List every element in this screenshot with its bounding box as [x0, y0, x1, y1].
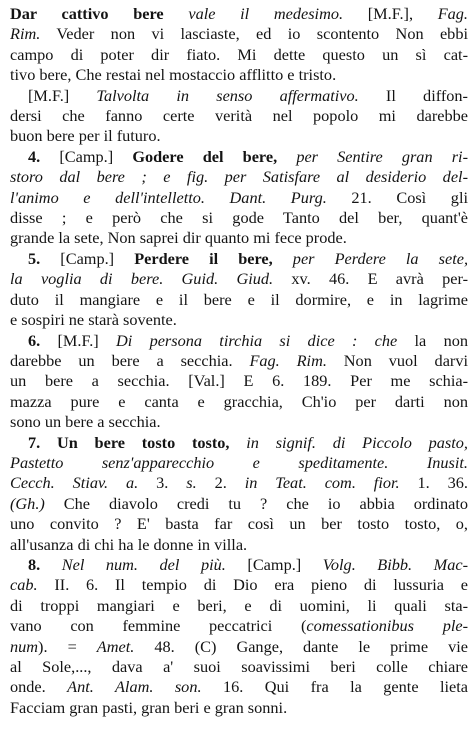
body-text: [M.F.]	[57, 330, 116, 350]
body-text: al Sole,..., dava a' suoi soavissimi beri colle chiare	[10, 657, 468, 676]
body-text: un bere a secchia. [Val.] E 6. 189. Per me schia-	[10, 371, 468, 391]
text-line	[10, 616, 468, 636]
text-line	[10, 657, 468, 677]
body-text: 1. 36.	[399, 473, 468, 493]
body-text: tivo bere, Che restai nel mostaccio afflitto e tristo.	[10, 65, 337, 85]
text-line	[10, 535, 468, 555]
text-line	[10, 24, 468, 44]
italic-text: Amet.	[96, 636, 135, 656]
body-text: onde.	[10, 677, 68, 697]
text-line	[10, 290, 468, 310]
body-text: [Camp.]	[59, 146, 133, 166]
body-text: xv. 46. E avrà per-	[273, 269, 468, 289]
body-text: la non	[397, 330, 468, 350]
italic-text: Cecch. Stiav. a.	[10, 473, 139, 493]
text-line	[10, 412, 468, 432]
italic-text: Nel num. del più.	[61, 554, 226, 574]
italic-text: Ant. Alam. son.	[67, 677, 202, 697]
text-line	[10, 494, 468, 514]
text-line	[10, 228, 468, 248]
body-text: uno convito ? E' basta far così un ber tosto tosto, o,	[10, 514, 468, 534]
text-line	[10, 86, 468, 106]
text-line	[10, 371, 468, 391]
body-text: Facciam gran pasti, gran beri e gran sonni.	[10, 697, 288, 717]
italic-text: num	[10, 636, 39, 656]
italic-text: in Teat. com. fior.	[244, 473, 400, 493]
body-text: di troppi mangiari e beri, e di uomini, li quali sta-	[10, 595, 468, 615]
entry-heading: Godere del bere,	[132, 146, 278, 166]
text-line	[10, 269, 468, 289]
body-text: grande la sete, Non saprei dir quanto mi fece prode.	[10, 228, 347, 248]
italic-text: Fag. Rim.	[249, 350, 327, 370]
entry-heading: 7. Un bere tosto tosto,	[28, 432, 230, 452]
body-text: Che diavolo credi tu ? che io abbia ordinato	[44, 493, 468, 513]
text-line	[10, 4, 468, 24]
italic-text: (Gh.)	[10, 493, 45, 513]
text-line	[10, 167, 468, 187]
body-text: ). =	[38, 636, 97, 656]
italic-text: per Sentire gran ri-	[277, 146, 468, 166]
text-line	[10, 45, 468, 65]
italic-text: Talvolta in senso affermativo.	[96, 85, 359, 105]
body-text: [Camp.]	[60, 248, 135, 268]
body-text: buon bere per il futuro.	[10, 126, 161, 146]
body-text: dersi che fanno certe verità nel popolo mi darebbe	[10, 106, 468, 126]
body-text: [M.F.]	[28, 85, 97, 105]
text-line	[10, 331, 468, 351]
text-line	[10, 65, 468, 85]
text-line	[10, 453, 468, 473]
text-line	[10, 596, 468, 616]
italic-text: comessationibus ple-	[306, 616, 468, 636]
text-line	[10, 555, 468, 575]
italic-text: s.	[186, 473, 197, 493]
text-line	[10, 473, 468, 493]
italic-text: l'animo e dell'intelletto. Dant. Purg.	[10, 187, 327, 207]
text-line	[10, 698, 468, 718]
body-text: 3.	[138, 473, 187, 493]
text-line	[10, 514, 468, 534]
entry-heading: Perdere il bere,	[134, 248, 273, 268]
body-text: [M.F.],	[367, 4, 438, 23]
body-text: campo di poter dir fiato. Mi dette questo un sì cat-	[10, 44, 468, 64]
text-line	[10, 249, 468, 269]
italic-text: la voglia di bere. Guid. Giud.	[10, 269, 274, 289]
body-text: 21. Così gli	[326, 187, 468, 207]
text-line	[10, 392, 468, 412]
entry-heading: 4.	[28, 146, 60, 166]
text-line	[10, 351, 468, 371]
body-text: Il diffon-	[358, 85, 468, 105]
body-text: 2.	[196, 473, 245, 493]
body-text: e sospiri ne starà sovente.	[10, 310, 177, 330]
entry-heading: 5.	[28, 248, 61, 268]
text-line	[10, 433, 468, 453]
text-line	[10, 637, 468, 657]
italic-text: Di persona tirchia si dice : che	[116, 330, 398, 350]
body-text: vano con femmine peccatrici (	[10, 616, 307, 636]
italic-text: Pastetto senz'apparecchio e speditamente. Inusit.	[10, 452, 468, 472]
body-text: duto il mangiare e il bere e il dormire, e in lagrime	[10, 289, 468, 309]
body-text: [Camp.]	[225, 554, 323, 574]
text-line	[10, 106, 468, 126]
italic-text: in signif. di Piccolo pasto,	[229, 432, 468, 452]
body-text: darebbe un bere a secchia.	[10, 350, 250, 370]
text-line	[10, 575, 468, 595]
italic-text: cab.	[10, 575, 38, 595]
body-text: II. 6. Il tempio di Dio era pieno di lussuria e	[37, 575, 468, 595]
entry-heading: 8.	[28, 554, 62, 574]
italic-text: storo dal bere ; e fig. per Satisfare al desiderio del-	[10, 167, 468, 187]
body-text: Veder non vi lasciaste, ed io scontento Non ebbi	[40, 24, 468, 44]
body-text: Non vuol darvi	[326, 350, 468, 370]
body-text: sono un bere a secchia.	[10, 412, 161, 432]
italic-text: per Perdere la sete,	[272, 248, 468, 268]
text-line	[10, 677, 468, 697]
entry-heading: Dar cattivo bere	[10, 4, 164, 23]
body-text: disse ; e però che si gode Tanto del ber, quant'è	[10, 208, 468, 228]
text-line	[10, 147, 468, 167]
body-text: 16. Qui fra la gente lieta	[201, 677, 468, 697]
text-line	[10, 208, 468, 228]
text-line	[10, 126, 468, 146]
italic-text: vale il medesimo.	[163, 4, 368, 23]
body-text: 48. (C) Gange, dante le prime vie	[134, 636, 468, 656]
italic-text: Volg. Bibb. Mac-	[322, 554, 468, 574]
body-text: all'usanza di chi ha le donne in villa.	[10, 534, 248, 554]
text-line	[10, 310, 468, 330]
body-text: mazza pure e canta e gracchia, Ch'io per darti non	[10, 391, 468, 411]
entry-heading: 6.	[28, 330, 58, 350]
italic-text: Rim.	[10, 24, 41, 44]
text-line	[10, 188, 468, 208]
italic-text: Fag.	[437, 4, 468, 23]
